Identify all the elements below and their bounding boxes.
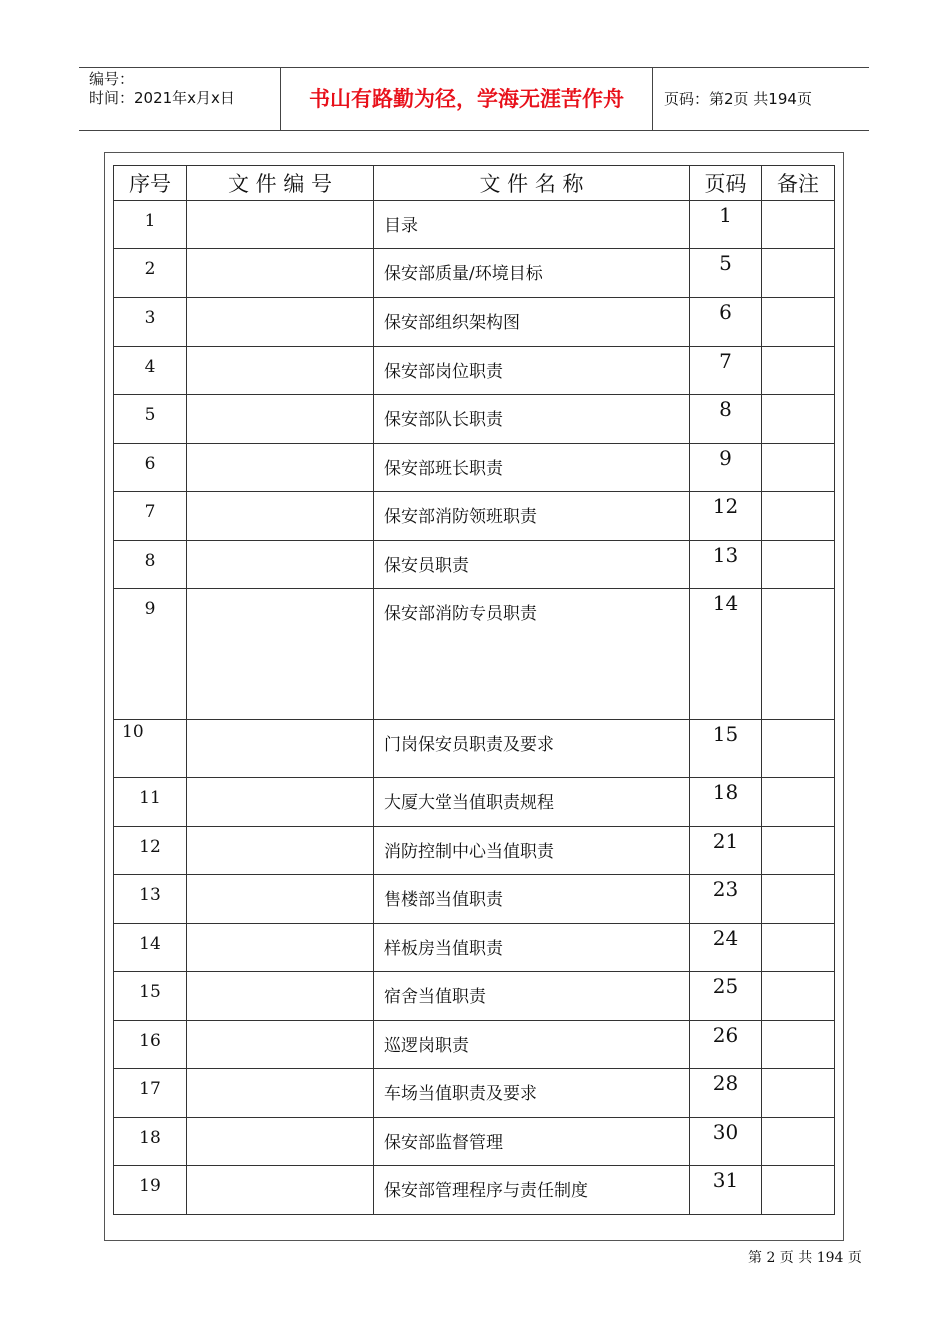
table-header-row [114,166,835,201]
file-code-cell [187,972,374,1021]
row-number-cell: 17 [114,1069,187,1118]
note-cell [762,875,835,924]
file-name-cell: 保安部岗位职责 [374,347,690,395]
note-cell [762,924,835,972]
toc-table [113,165,835,1215]
file-code-cell [187,589,374,720]
file-name-cell: 保安员职责 [374,541,690,589]
header-cell-no: 序号 [114,166,187,201]
page-number-cell: 25 [690,972,762,1021]
file-code-cell [187,444,374,492]
table-row [114,1166,835,1215]
file-name-cell: 保安部管理程序与责任制度 [374,1166,690,1215]
table-row [114,1021,835,1069]
row-number-cell: 18 [114,1118,187,1166]
page-number-cell: 12 [690,492,762,541]
row-number-cell: 11 [114,778,187,827]
page-number-cell: 23 [690,875,762,924]
file-code-cell [187,924,374,972]
note-cell [762,541,835,589]
file-name-cell: 消防控制中心当值职责 [374,827,690,875]
row-number-cell: 14 [114,924,187,972]
file-name-cell: 保安部质量/环境目标 [374,249,690,298]
table-row [114,875,835,924]
row-number-cell: 6 [114,444,187,492]
page-number-cell: 9 [690,444,762,492]
note-cell [762,347,835,395]
page-number-cell: 30 [690,1118,762,1166]
note-cell [762,201,835,249]
page-number-cell: 5 [690,249,762,298]
file-name-cell: 保安部组织架构图 [374,298,690,347]
table-row [114,720,835,778]
row-number-cell: 7 [114,492,187,541]
page-number-cell: 18 [690,778,762,827]
file-code-cell [187,541,374,589]
file-code-cell [187,827,374,875]
row-number-cell: 15 [114,972,187,1021]
table-row [114,492,835,541]
file-name-cell: 大厦大堂当值职责规程 [374,778,690,827]
header-cell-code: 文 件 编 号 [187,166,374,201]
doc-date: 时间：2021年x月x日 [89,89,235,107]
table-row [114,444,835,492]
page-number-cell: 13 [690,541,762,589]
file-code-cell [187,395,374,444]
file-code-cell [187,492,374,541]
file-code-cell [187,249,374,298]
table-row [114,541,835,589]
header-page-info: 页码：第2页 共194页 [664,90,812,108]
file-name-cell: 门岗保安员职责及要求 [374,720,690,778]
page-number-cell: 6 [690,298,762,347]
note-cell [762,827,835,875]
file-name-cell: 售楼部当值职责 [374,875,690,924]
file-name-cell: 样板房当值职责 [374,924,690,972]
note-cell [762,395,835,444]
note-cell [762,1166,835,1215]
note-cell [762,972,835,1021]
page-number-cell: 7 [690,347,762,395]
page-number-cell: 1 [690,201,762,249]
table-row [114,347,835,395]
row-number-cell: 19 [114,1166,187,1215]
table-row [114,924,835,972]
note-cell [762,589,835,720]
row-number-cell: 16 [114,1021,187,1069]
note-cell [762,720,835,778]
file-name-cell: 保安部消防专员职责 [374,589,690,720]
note-cell [762,298,835,347]
row-number-cell: 5 [114,395,187,444]
row-number-cell: 9 [114,589,187,720]
header-cell-page: 页码 [690,166,762,201]
file-name-cell: 保安部监督管理 [374,1118,690,1166]
doc-number-label: 编号： [89,70,135,88]
table-row [114,972,835,1021]
page-number-cell: 28 [690,1069,762,1118]
table-row [114,298,835,347]
table-row [114,1118,835,1166]
file-code-cell [187,298,374,347]
page-number-cell: 8 [690,395,762,444]
file-name-cell: 保安部消防领班职责 [374,492,690,541]
row-number-cell: 4 [114,347,187,395]
file-code-cell [187,778,374,827]
page-number-cell: 24 [690,924,762,972]
page-footer: 第 2 页 共 194 页 [748,1250,862,1266]
row-number-cell: 8 [114,541,187,589]
note-cell [762,1118,835,1166]
header-cell-name: 文 件 名 称 [374,166,690,201]
table-row [114,201,835,249]
note-cell [762,1069,835,1118]
row-number-cell: 3 [114,298,187,347]
note-cell [762,249,835,298]
header-motto: 书山有路勤为径，学海无涯苦作舟 [309,87,624,111]
table-row [114,589,835,720]
file-code-cell [187,347,374,395]
file-code-cell [187,1118,374,1166]
table-row [114,395,835,444]
note-cell [762,444,835,492]
file-code-cell [187,1069,374,1118]
file-code-cell [187,1021,374,1069]
table-row [114,778,835,827]
page-number-cell: 31 [690,1166,762,1215]
file-name-cell: 目录 [374,201,690,249]
file-code-cell [187,1166,374,1215]
header-cell-note: 备注 [762,166,835,201]
note-cell [762,1021,835,1069]
page-number-cell: 21 [690,827,762,875]
table-row [114,827,835,875]
page-number-cell: 26 [690,1021,762,1069]
table-row [114,1069,835,1118]
file-name-cell: 宿舍当值职责 [374,972,690,1021]
table-row [114,249,835,298]
file-code-cell [187,720,374,778]
page-number-cell: 14 [690,589,762,720]
file-code-cell [187,201,374,249]
header-meta [79,68,279,130]
file-code-cell [187,875,374,924]
row-number-cell: 2 [114,249,187,298]
note-cell [762,492,835,541]
row-number-cell: 10 [114,720,187,778]
header-divider [652,68,653,130]
note-cell [762,778,835,827]
row-number-cell: 12 [114,827,187,875]
file-name-cell: 巡逻岗职责 [374,1021,690,1069]
page-header [79,67,869,131]
row-number-cell: 1 [114,201,187,249]
row-number-cell: 13 [114,875,187,924]
file-name-cell: 保安部班长职责 [374,444,690,492]
file-name-cell: 保安部队长职责 [374,395,690,444]
file-name-cell: 车场当值职责及要求 [374,1069,690,1118]
page-number-cell: 15 [690,720,762,778]
